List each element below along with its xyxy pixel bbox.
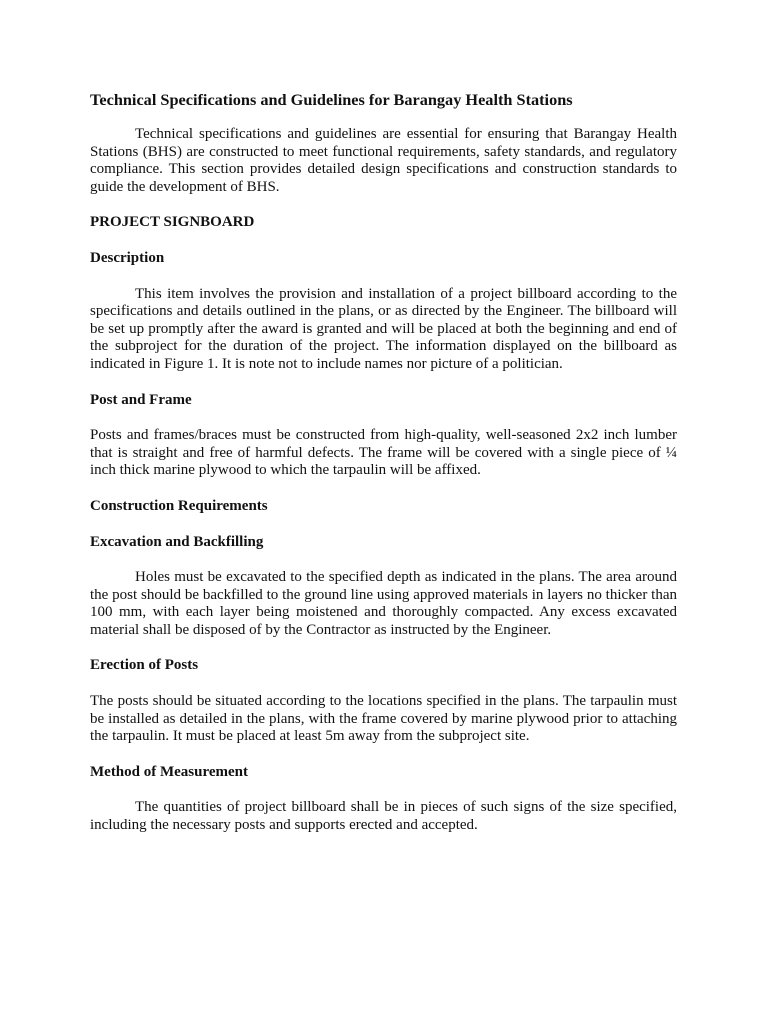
measurement-paragraph: The quantities of project billboard shall be in pieces of such signs of the size specified, including the necessary posts and supports erected and accepted. — [90, 799, 677, 834]
construction-requirements-heading: Construction Requirements — [90, 497, 268, 514]
erection-paragraph: The posts should be situated according to the locations specified in the plans. The tarpaulin must be installed as detailed in the plans, with the frame covered by marine plywood prior to attaching the tarpaulin. It must be placed at least 5m away from the subproject site. — [90, 693, 677, 745]
description-heading: Description — [90, 249, 165, 266]
excavation-paragraph: Holes must be excavated to the specified depth as indicated in the plans. The area around the post should be backfilled to the ground line using approved materials in layers no thicker than 100 mm, with each layer being moistened and thoroughly compacted. Any excess excavated material shall be disposed of by the Contractor as instructed by the Engineer. — [90, 569, 677, 638]
post-and-frame-paragraph: Posts and frames/braces must be constructed from high-quality, well-seasoned 2x2 inch lumber that is straight and free of harmful defects. The frame will be covered with a single piece of ¼ inch thick marine plywood to which the tarpaulin will be affixed. — [90, 427, 677, 479]
post-and-frame-heading: Post and Frame — [90, 391, 192, 408]
section-title: PROJECT SIGNBOARD — [90, 214, 255, 231]
measurement-heading: Method of Measurement — [90, 763, 249, 780]
document-page — [90, 90, 677, 853]
document-title: Technical Specifications and Guidelines for Barangay Health Stations — [90, 90, 573, 109]
description-paragraph: This item involves the provision and installation of a project billboard according to the specifications and details outlined in the plans, or as directed by the Engineer. The billboard will be set up promptly after the award is granted and will be placed at both the beginning and end of the subproject for the duration of the project. The information displayed on the billboard as indicated in Figure 1. It is note not to include names nor picture of a politician. — [90, 285, 677, 372]
intro-paragraph: Technical specifications and guidelines are essential for ensuring that Barangay Health Stations (BHS) are constructed to meet functional requirements, safety standards, and regulatory compliance. This section provides detailed design specifications and construction standards to guide the development of BHS. — [90, 126, 677, 195]
excavation-heading: Excavation and Backfilling — [90, 533, 264, 550]
erection-heading: Erection of Posts — [90, 657, 199, 674]
